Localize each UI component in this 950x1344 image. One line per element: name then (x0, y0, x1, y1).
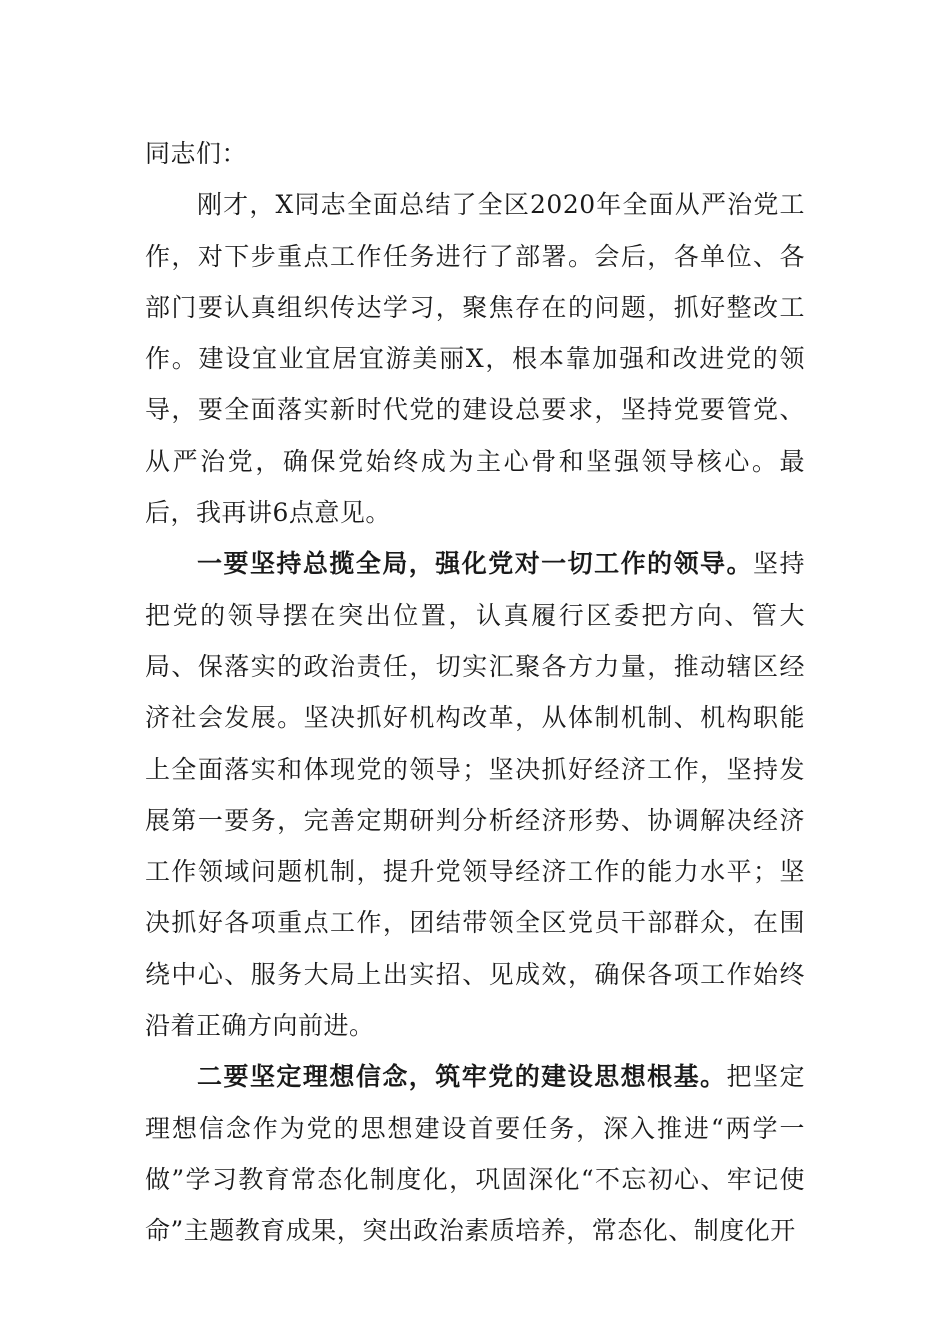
salutation: 同志们： (145, 139, 248, 168)
point-paragraph-2 (145, 1051, 805, 1256)
point-text-1: 坚持把党的领导摆在突出位置，认真履行区委把方向、管大局、保落实的政治责任，切实汇聚各方力量，推动辖区经济社会发展。坚决抓好机构改革，从体制机制、机构职能上全面落实和体现党的领导；坚决抓好经济工作，坚持发展第一要务，完善定期研判分析经济形势、协调解决经济工作领域问题机制，提升党领导经济工作的能力水平；坚决抓好各项重点工作，团结带领全区党员干部群众，在围绕中心、服务大局上出实招、见成效，确保各项工作始终沿着正确方向前进。 (145, 549, 805, 1041)
intro-paragraph: 刚才，X同志全面总结了全区2020年全面从严治党工作，对下步重点工作任务进行了部署。会后，各单位、各部门要认真组织传达学习，聚焦存在的问题，抓好整改工作。建设宜业宜居宜游美丽X，根本靠加强和改进党的领导，要全面落实新时代党的建设总要求，坚持党要管党、从严治党，确保党始终成为主心骨和坚强领导核心。最后，我再讲6点意见。 (145, 190, 805, 528)
point-paragraph-1 (145, 538, 805, 1051)
point-text-2: 把坚定理想信念作为党的思想建设首要任务，深入推进“两学一做”学习教育常态化制度化，巩固深化“不忘初心、牢记使命”主题教育成果，突出政治素质培养，常态化、制度化开 (145, 1062, 805, 1246)
document-body (145, 128, 805, 1257)
point-heading-1: 一要坚持总揽全局，强化党对一切工作的领导。 (197, 549, 753, 579)
point-heading-2: 二要坚定理想信念，筑牢党的建设思想根基。 (197, 1062, 727, 1092)
